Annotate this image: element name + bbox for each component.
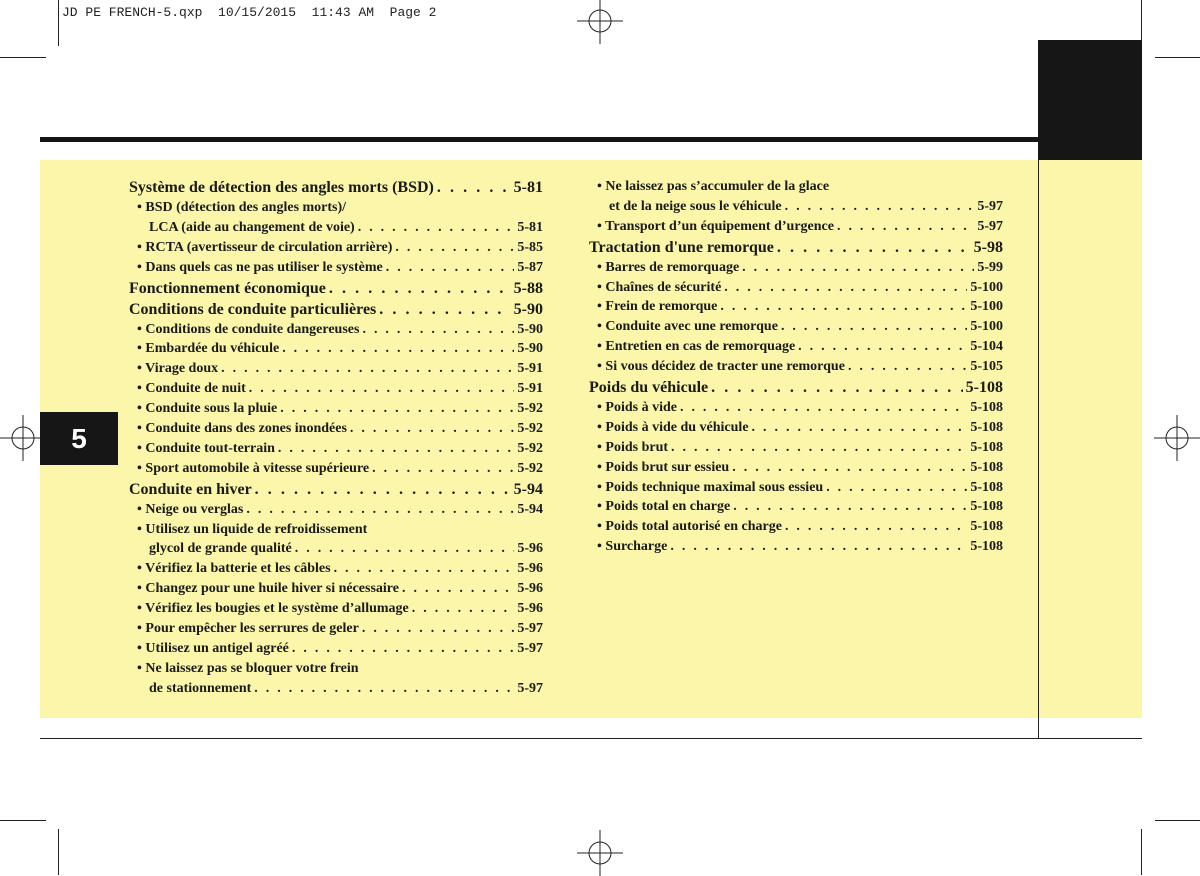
toc-leader-dots xyxy=(372,459,514,479)
toc-entry-title: • Changez pour une huile hiver si nécessaire xyxy=(137,581,399,597)
toc-entry xyxy=(129,218,543,238)
toc-page-number: 5-97 xyxy=(517,680,543,696)
toc-heading xyxy=(589,237,1003,258)
toc-leader-dots xyxy=(358,218,515,238)
toc-entry-title: Conduite en hiver xyxy=(129,480,252,498)
toc-entry xyxy=(129,198,543,218)
toc-page-number: 5-105 xyxy=(970,359,1003,375)
toc-leader-dots xyxy=(781,317,967,337)
toc-page-number: 5-96 xyxy=(517,561,543,577)
toc-entry xyxy=(129,520,543,540)
toc-page-number: 5-81 xyxy=(517,219,543,235)
toc-entry xyxy=(129,339,543,359)
toc-entry-title: • Ne laissez pas se bloquer votre frein xyxy=(137,660,359,676)
toc-leader-dots xyxy=(249,379,515,399)
toc-heading xyxy=(129,299,543,320)
toc-leader-dots xyxy=(221,359,514,379)
toc-entry-title: • Surcharge xyxy=(597,539,668,555)
toc-page-number: 5-100 xyxy=(970,319,1003,335)
toc-leader-dots xyxy=(680,398,967,418)
toc-entry xyxy=(589,297,1003,317)
toc-entry-title: • Vérifiez les bougies et le système d’allumage xyxy=(137,601,409,617)
toc-leader-dots xyxy=(785,517,967,537)
toc-entry-title: • Barres de remorquage xyxy=(597,259,740,275)
toc-entry xyxy=(129,258,543,278)
toc-entry xyxy=(589,177,1003,197)
print-slug: JD PE FRENCH-5.qxp 10/15/2015 11:43 AM Page 2 xyxy=(62,5,437,20)
toc-entry-title: de stationnement xyxy=(149,680,252,696)
toc-page-number: 5-108 xyxy=(970,479,1003,495)
chapter-number: 5 xyxy=(71,422,87,454)
toc-entry xyxy=(129,579,543,599)
toc-entry xyxy=(589,278,1003,298)
toc-entry xyxy=(589,317,1003,337)
toc-page-number: 5-104 xyxy=(970,339,1003,355)
toc-page-number: 5-108 xyxy=(970,439,1003,455)
toc-leader-dots xyxy=(278,439,514,459)
toc-entry xyxy=(129,439,543,459)
toc-leader-dots xyxy=(670,537,967,557)
toc-entry-title: Système de détection des angles morts (BSD) xyxy=(129,179,434,196)
toc-entry-title: • Utilisez un liquide de refroidissement xyxy=(137,521,368,537)
toc-entry-title: • Neige ou verglas xyxy=(137,501,244,517)
toc-entry xyxy=(129,379,543,399)
toc-entry xyxy=(589,497,1003,517)
toc-right-column xyxy=(589,177,1003,557)
toc-entry-title: • Conduite sous la pluie xyxy=(137,401,278,417)
toc-entry-title: • Transport d’un équipement d’urgence xyxy=(597,218,834,234)
toc-entry-title: • Utilisez un antigel agréé xyxy=(137,640,289,656)
toc-entry-title: • Ne laissez pas s’accumuler de la glace xyxy=(597,179,830,194)
toc-leader-dots xyxy=(386,258,515,278)
toc-entry-title: • Poids brut sur essieu xyxy=(597,459,730,475)
toc-entry xyxy=(129,238,543,258)
toc-entry-title: • Vérifiez la batterie et les câbles xyxy=(137,561,331,577)
toc-page-number: 5-85 xyxy=(517,239,543,255)
toc-page-number: 5-92 xyxy=(517,421,543,437)
toc-leader-dots xyxy=(848,357,967,377)
toc-entry-title: • Si vous décidez de tracter une remorque xyxy=(597,359,845,375)
toc-leader-dots xyxy=(724,278,967,298)
toc-leader-dots xyxy=(255,479,511,500)
toc-heading xyxy=(129,278,543,299)
toc-leader-dots xyxy=(295,539,515,559)
toc-page-number: 5-81 xyxy=(513,179,543,196)
toc-entry xyxy=(129,639,543,659)
toc-page-number: 5-88 xyxy=(513,279,543,297)
toc-entry-title: • Poids total en charge xyxy=(597,499,731,515)
toc-entry-title: • RCTA (avertisseur de circulation arrière) xyxy=(137,239,393,255)
toc-page-number: 5-108 xyxy=(970,519,1003,535)
crop-mark xyxy=(1141,0,1142,40)
toc-entry-title: Fonctionnement économique xyxy=(129,279,326,297)
toc-heading xyxy=(589,377,1003,398)
toc-page-number: 5-96 xyxy=(517,581,543,597)
toc-entry-title: • Conduite avec une remorque xyxy=(597,319,778,335)
toc-entry-title: • Frein de remorque xyxy=(597,299,718,315)
toc-entry-title: • Conduite de nuit xyxy=(137,381,246,397)
toc-page-number: 5-90 xyxy=(513,300,543,318)
toc-entry xyxy=(589,258,1003,278)
toc-leader-dots xyxy=(711,377,963,398)
toc-leader-dots xyxy=(826,478,967,498)
chapter-tab xyxy=(40,412,118,465)
toc-entry xyxy=(129,320,543,340)
toc-page-number: 5-97 xyxy=(517,640,543,656)
footer-rule xyxy=(40,738,1142,739)
toc-entry xyxy=(589,517,1003,537)
toc-entry xyxy=(129,619,543,639)
toc-left-column xyxy=(129,177,543,699)
toc-leader-dots xyxy=(362,320,514,340)
toc-entry-title: et de la neige sous le véhicule xyxy=(609,198,782,214)
toc-page-number: 5-91 xyxy=(517,361,543,377)
toc-page-number: 5-90 xyxy=(517,341,543,357)
toc-entry xyxy=(129,399,543,419)
toc-page-number: 5-96 xyxy=(517,541,543,557)
toc-entry-title: Tractation d'une remorque xyxy=(589,238,774,256)
toc-page-number: 5-108 xyxy=(970,539,1003,555)
toc-page-number: 5-94 xyxy=(517,501,543,517)
toc-leader-dots xyxy=(798,337,967,357)
toc-entry xyxy=(129,419,543,439)
toc-leader-dots xyxy=(350,419,514,439)
toc-entry-title: • Poids brut xyxy=(597,439,669,455)
corner-black-tab xyxy=(1038,40,1142,160)
toc-entry xyxy=(589,478,1003,498)
toc-entry-title: Conditions de conduite particulières xyxy=(129,300,377,318)
toc-entry xyxy=(129,500,543,520)
toc-page-number: 5-108 xyxy=(965,379,1003,397)
crop-mark xyxy=(0,820,46,821)
toc-entry xyxy=(589,197,1003,217)
toc-page-number: 5-87 xyxy=(517,259,543,275)
toc-leader-dots xyxy=(282,339,514,359)
toc-page-number: 5-108 xyxy=(970,499,1003,515)
toc-entry xyxy=(589,537,1003,557)
toc-entry-title: • Poids technique maximal sous essieu xyxy=(597,479,824,495)
toc-page-number: 5-108 xyxy=(970,400,1003,416)
toc-entry-title: • Poids total autorisé en charge xyxy=(597,519,782,535)
toc-leader-dots xyxy=(395,238,514,258)
toc-page-number: 5-92 xyxy=(517,440,543,456)
toc-page-number: 5-99 xyxy=(977,259,1003,275)
toc-page-number: 5-92 xyxy=(517,460,543,476)
toc-entry xyxy=(129,599,543,619)
toc-entry xyxy=(129,559,543,579)
toc-leader-dots xyxy=(742,258,974,278)
toc-leader-dots xyxy=(292,639,514,659)
crop-mark xyxy=(1141,829,1142,875)
toc-leader-dots xyxy=(785,197,975,217)
toc-page-number: 5-97 xyxy=(517,621,543,637)
toc-leader-dots xyxy=(334,559,515,579)
toc-entry-title: LCA (aide au changement de voie) xyxy=(149,219,355,235)
toc-entry-title: • Embardée du véhicule xyxy=(137,341,280,357)
crop-mark xyxy=(58,829,59,875)
toc-entry-title: • Chaînes de sécurité xyxy=(597,279,722,295)
margin-rule xyxy=(1038,160,1039,738)
toc-entry xyxy=(589,217,1003,237)
toc-entry xyxy=(589,458,1003,478)
toc-entry xyxy=(589,418,1003,438)
toc-leader-dots xyxy=(379,299,510,320)
toc-entry-title: glycol de grande qualité xyxy=(149,541,292,557)
toc-entry-title: • Virage doux xyxy=(137,361,219,377)
toc-leader-dots xyxy=(437,177,511,198)
toc-page-number: 5-91 xyxy=(517,381,543,397)
toc-page-number: 5-90 xyxy=(517,321,543,337)
toc-page-number: 5-100 xyxy=(970,279,1003,295)
toc-entry xyxy=(129,659,543,679)
toc-entry-title: • Entretien en cas de remorquage xyxy=(597,339,796,355)
toc-page-number: 5-108 xyxy=(970,419,1003,435)
crop-mark xyxy=(0,57,46,58)
toc-entry-title: • Pour empêcher les serrures de geler xyxy=(137,621,359,637)
registration-mark-top xyxy=(577,0,623,44)
registration-mark-bottom xyxy=(577,830,623,876)
crop-mark xyxy=(58,0,59,46)
toc-entry-title: • Sport automobile à vitesse supérieure xyxy=(137,460,370,476)
toc-leader-dots xyxy=(720,297,967,317)
toc-leader-dots xyxy=(412,599,515,619)
toc-leader-dots xyxy=(837,217,974,237)
toc-page-number: 5-97 xyxy=(977,218,1003,234)
toc-leader-dots xyxy=(777,237,971,258)
toc-entry xyxy=(129,679,543,699)
toc-leader-dots xyxy=(254,679,514,699)
toc-page-number: 5-108 xyxy=(970,459,1003,475)
toc-heading xyxy=(129,479,543,500)
crop-mark xyxy=(1155,57,1200,58)
toc-leader-dots xyxy=(280,399,514,419)
toc-leader-dots xyxy=(402,579,514,599)
toc-entry xyxy=(589,357,1003,377)
toc-entry xyxy=(589,337,1003,357)
toc-page-number: 5-92 xyxy=(517,401,543,417)
toc-entry xyxy=(129,459,543,479)
toc-leader-dots xyxy=(246,500,514,520)
toc-entry-title: • Conditions de conduite dangereuses xyxy=(137,321,360,337)
toc-entry xyxy=(129,539,543,559)
toc-heading xyxy=(129,177,543,198)
toc-leader-dots xyxy=(732,458,967,478)
header-rule xyxy=(40,137,1040,142)
toc-page-number: 5-96 xyxy=(517,601,543,617)
registration-mark-right xyxy=(1154,415,1200,461)
toc-entry-title: • Conduite tout-terrain xyxy=(137,440,275,456)
toc-entry xyxy=(129,359,543,379)
toc-page-number: 5-98 xyxy=(973,238,1003,256)
toc-entry-title: • Conduite dans des zones inondées xyxy=(137,421,347,437)
crop-mark xyxy=(1155,820,1200,821)
toc-entry-title: • Poids à vide xyxy=(597,400,677,416)
toc-page-number: 5-97 xyxy=(977,198,1003,214)
toc-leader-dots xyxy=(733,497,967,517)
toc-entry-title: • BSD (détection des angles morts)/ xyxy=(137,200,347,215)
toc-entry xyxy=(589,438,1003,458)
toc-leader-dots xyxy=(329,278,511,299)
toc-leader-dots xyxy=(362,619,514,639)
toc-leader-dots xyxy=(752,418,968,438)
toc-entry-title: • Poids à vide du véhicule xyxy=(597,419,749,435)
toc-page-number: 5-100 xyxy=(970,299,1003,315)
toc-leader-dots xyxy=(671,438,967,458)
toc-entry-title: • Dans quels cas ne pas utiliser le système xyxy=(137,259,383,275)
toc-entry xyxy=(589,398,1003,418)
toc-entry-title: Poids du véhicule xyxy=(589,379,709,397)
toc-page-number: 5-94 xyxy=(513,480,543,498)
